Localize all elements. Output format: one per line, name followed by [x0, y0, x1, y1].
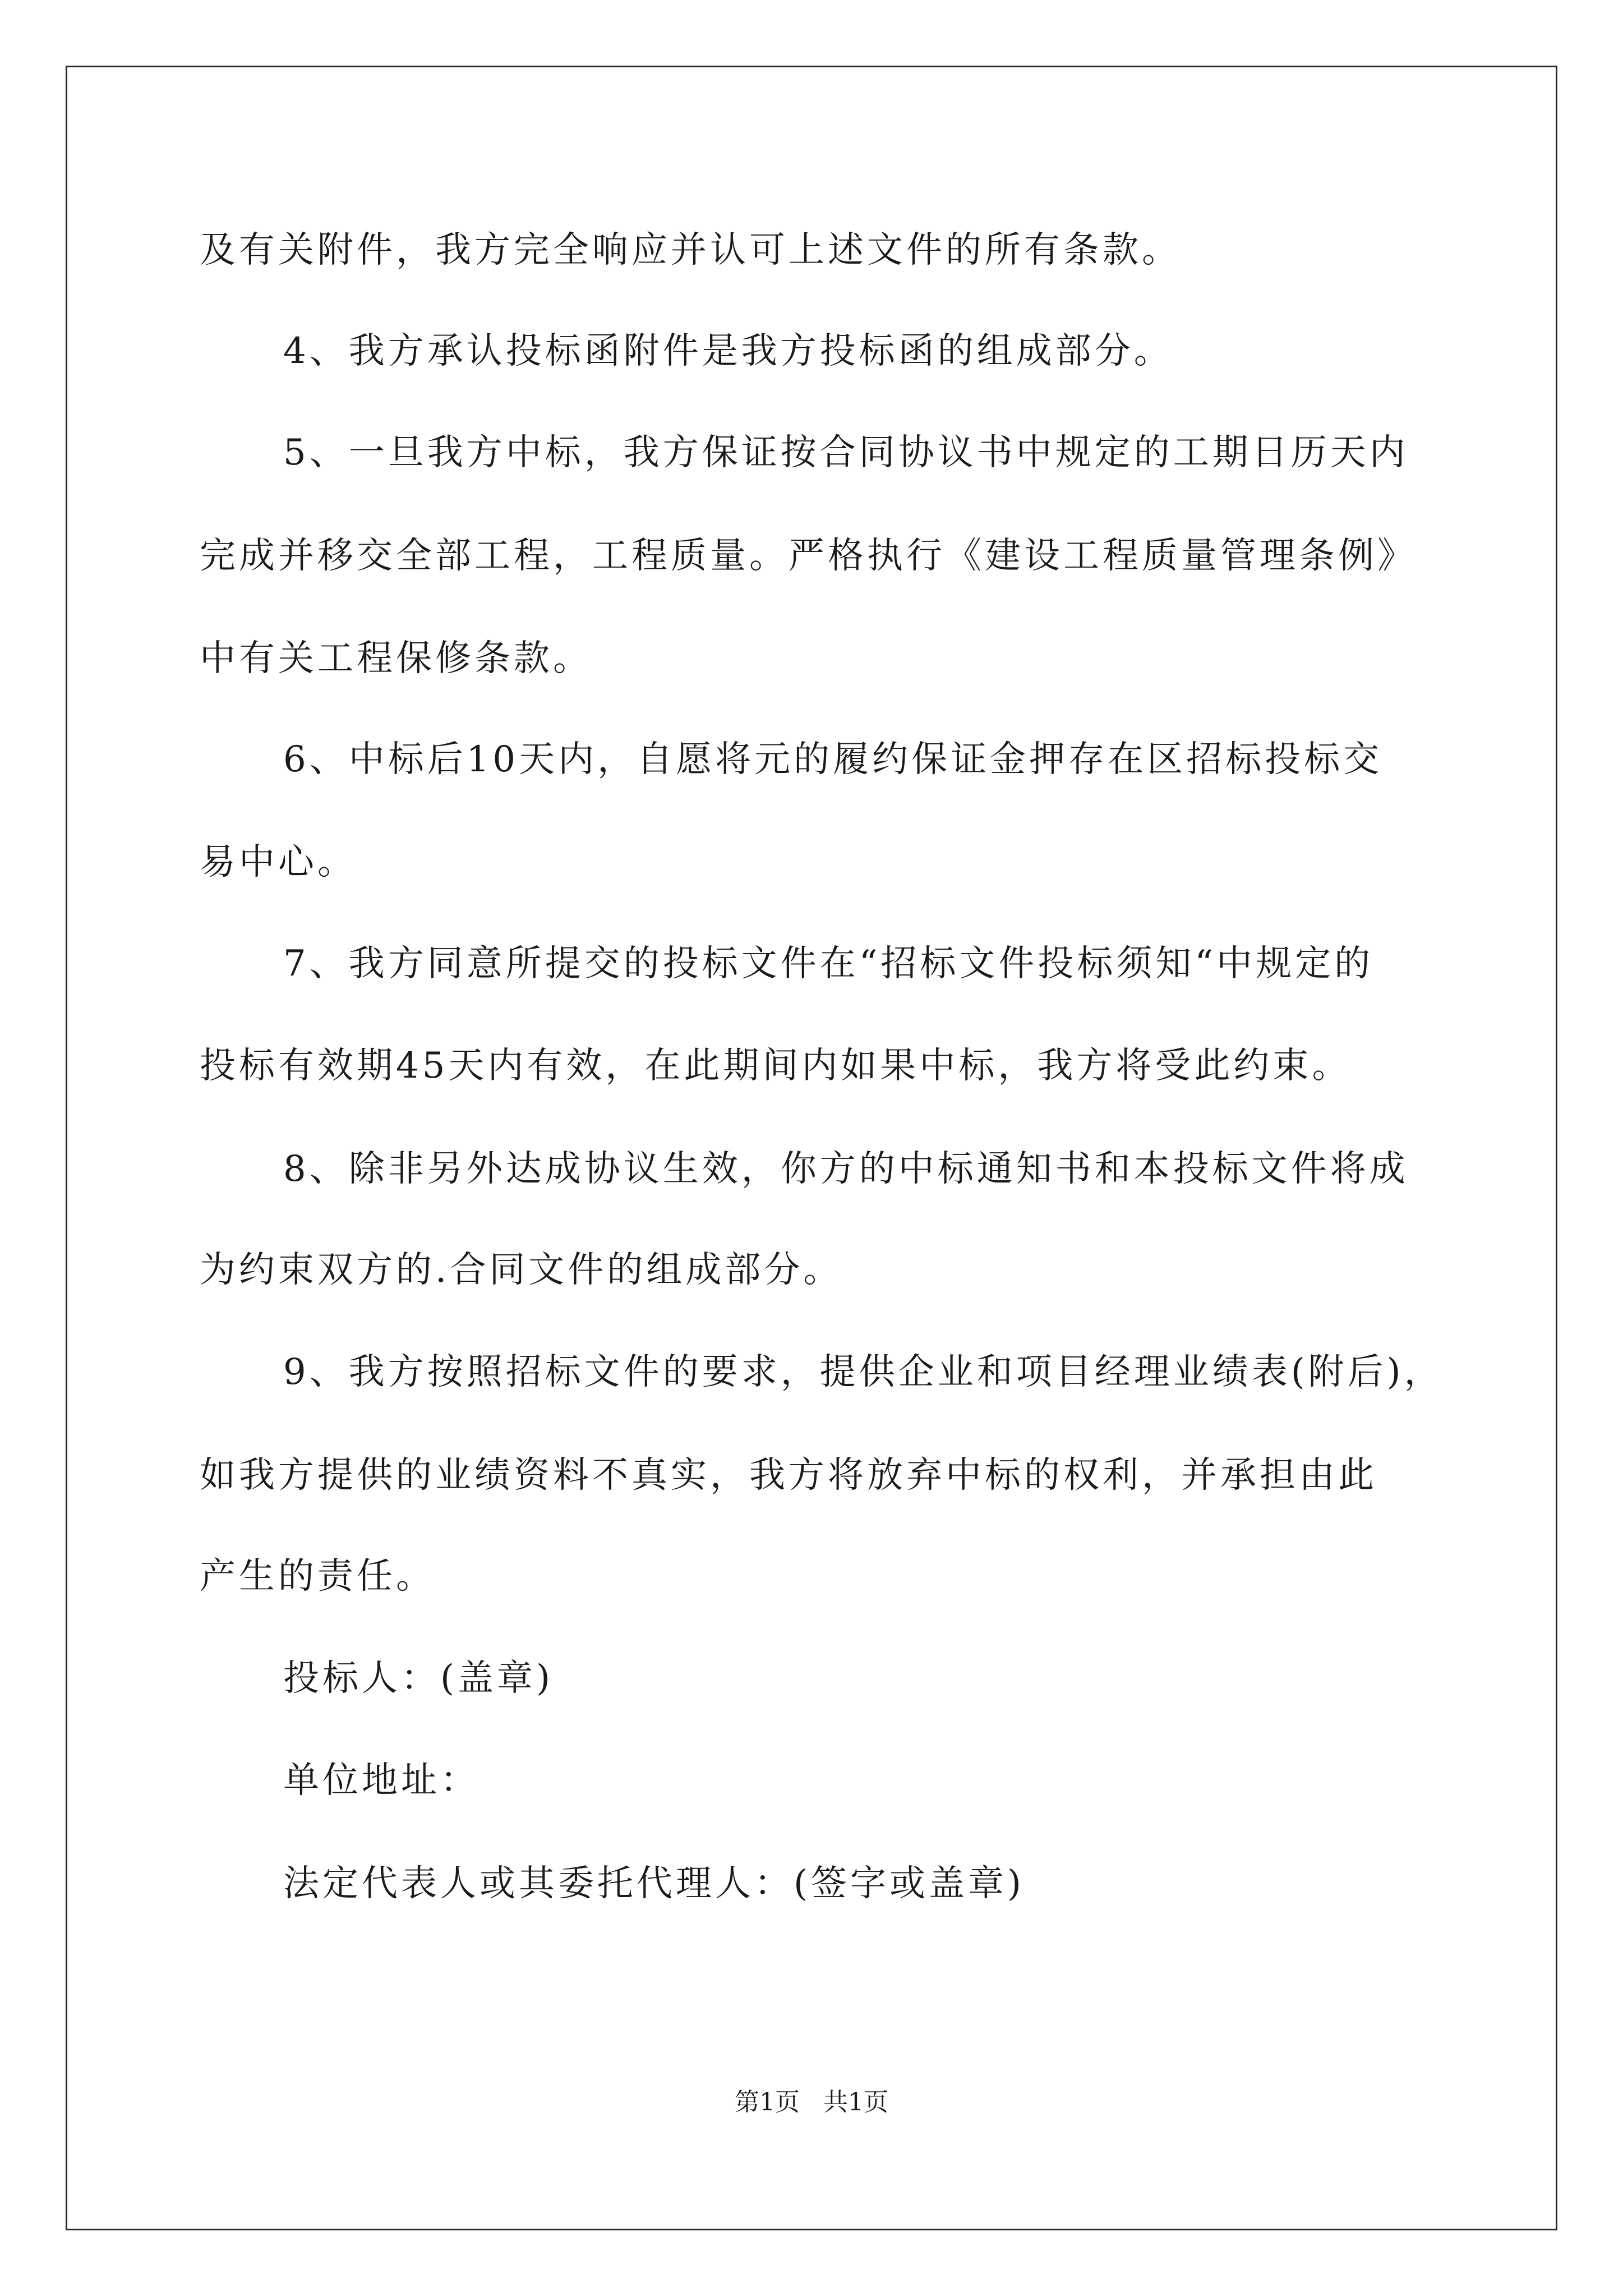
representative-field: 法定代表人或其委托代理人：(签字或盖章) [283, 1863, 1025, 1904]
clause-6: 6、中标后10天内，自愿将元的履约保证金押存在区招标投标交 [283, 739, 1383, 780]
body-line: 产生的责任。 [200, 1556, 435, 1597]
body-line: 中有关工程保修条款。 [200, 638, 592, 679]
clause-9: 9、我方按照招标文件的要求，提供企业和项目经理业绩表(附后)， [283, 1351, 1444, 1393]
clause-4: 4、我方承认投标函附件是我方投标函的组成部分。 [283, 330, 1173, 372]
clause-8: 8、除非另外达成协议生效，你方的中标通知书和本投标文件将成 [283, 1148, 1409, 1190]
clause-5: 5、一旦我方中标，我方保证按合同协议书中规定的工期日历天内 [283, 432, 1409, 473]
body-line: 及有关附件，我方完全响应并认可上述文件的所有条款。 [200, 229, 1181, 271]
clause-7: 7、我方同意所提交的投标文件在“招标文件投标须知“中规定的 [283, 943, 1374, 984]
body-line: 为约束双方的.合同文件的组成部分。 [200, 1249, 843, 1291]
body-line: 投标有效期45天内有效，在此期间内如果中标，我方将受此约束。 [200, 1045, 1352, 1087]
body-line: 完成并移交全部工程，工程质量。严格执行《建设工程质量管理条例》 [200, 535, 1417, 577]
body-line: 易中心。 [200, 841, 357, 883]
page-number: 第1页 共1页 [735, 2088, 888, 2116]
body-line: 如我方提供的业绩资料不真实，我方将放弃中标的权利，并承担由此 [200, 1455, 1377, 1496]
bidder-field: 投标人：(盖章) [283, 1658, 554, 1699]
address-field: 单位地址： [283, 1760, 479, 1801]
